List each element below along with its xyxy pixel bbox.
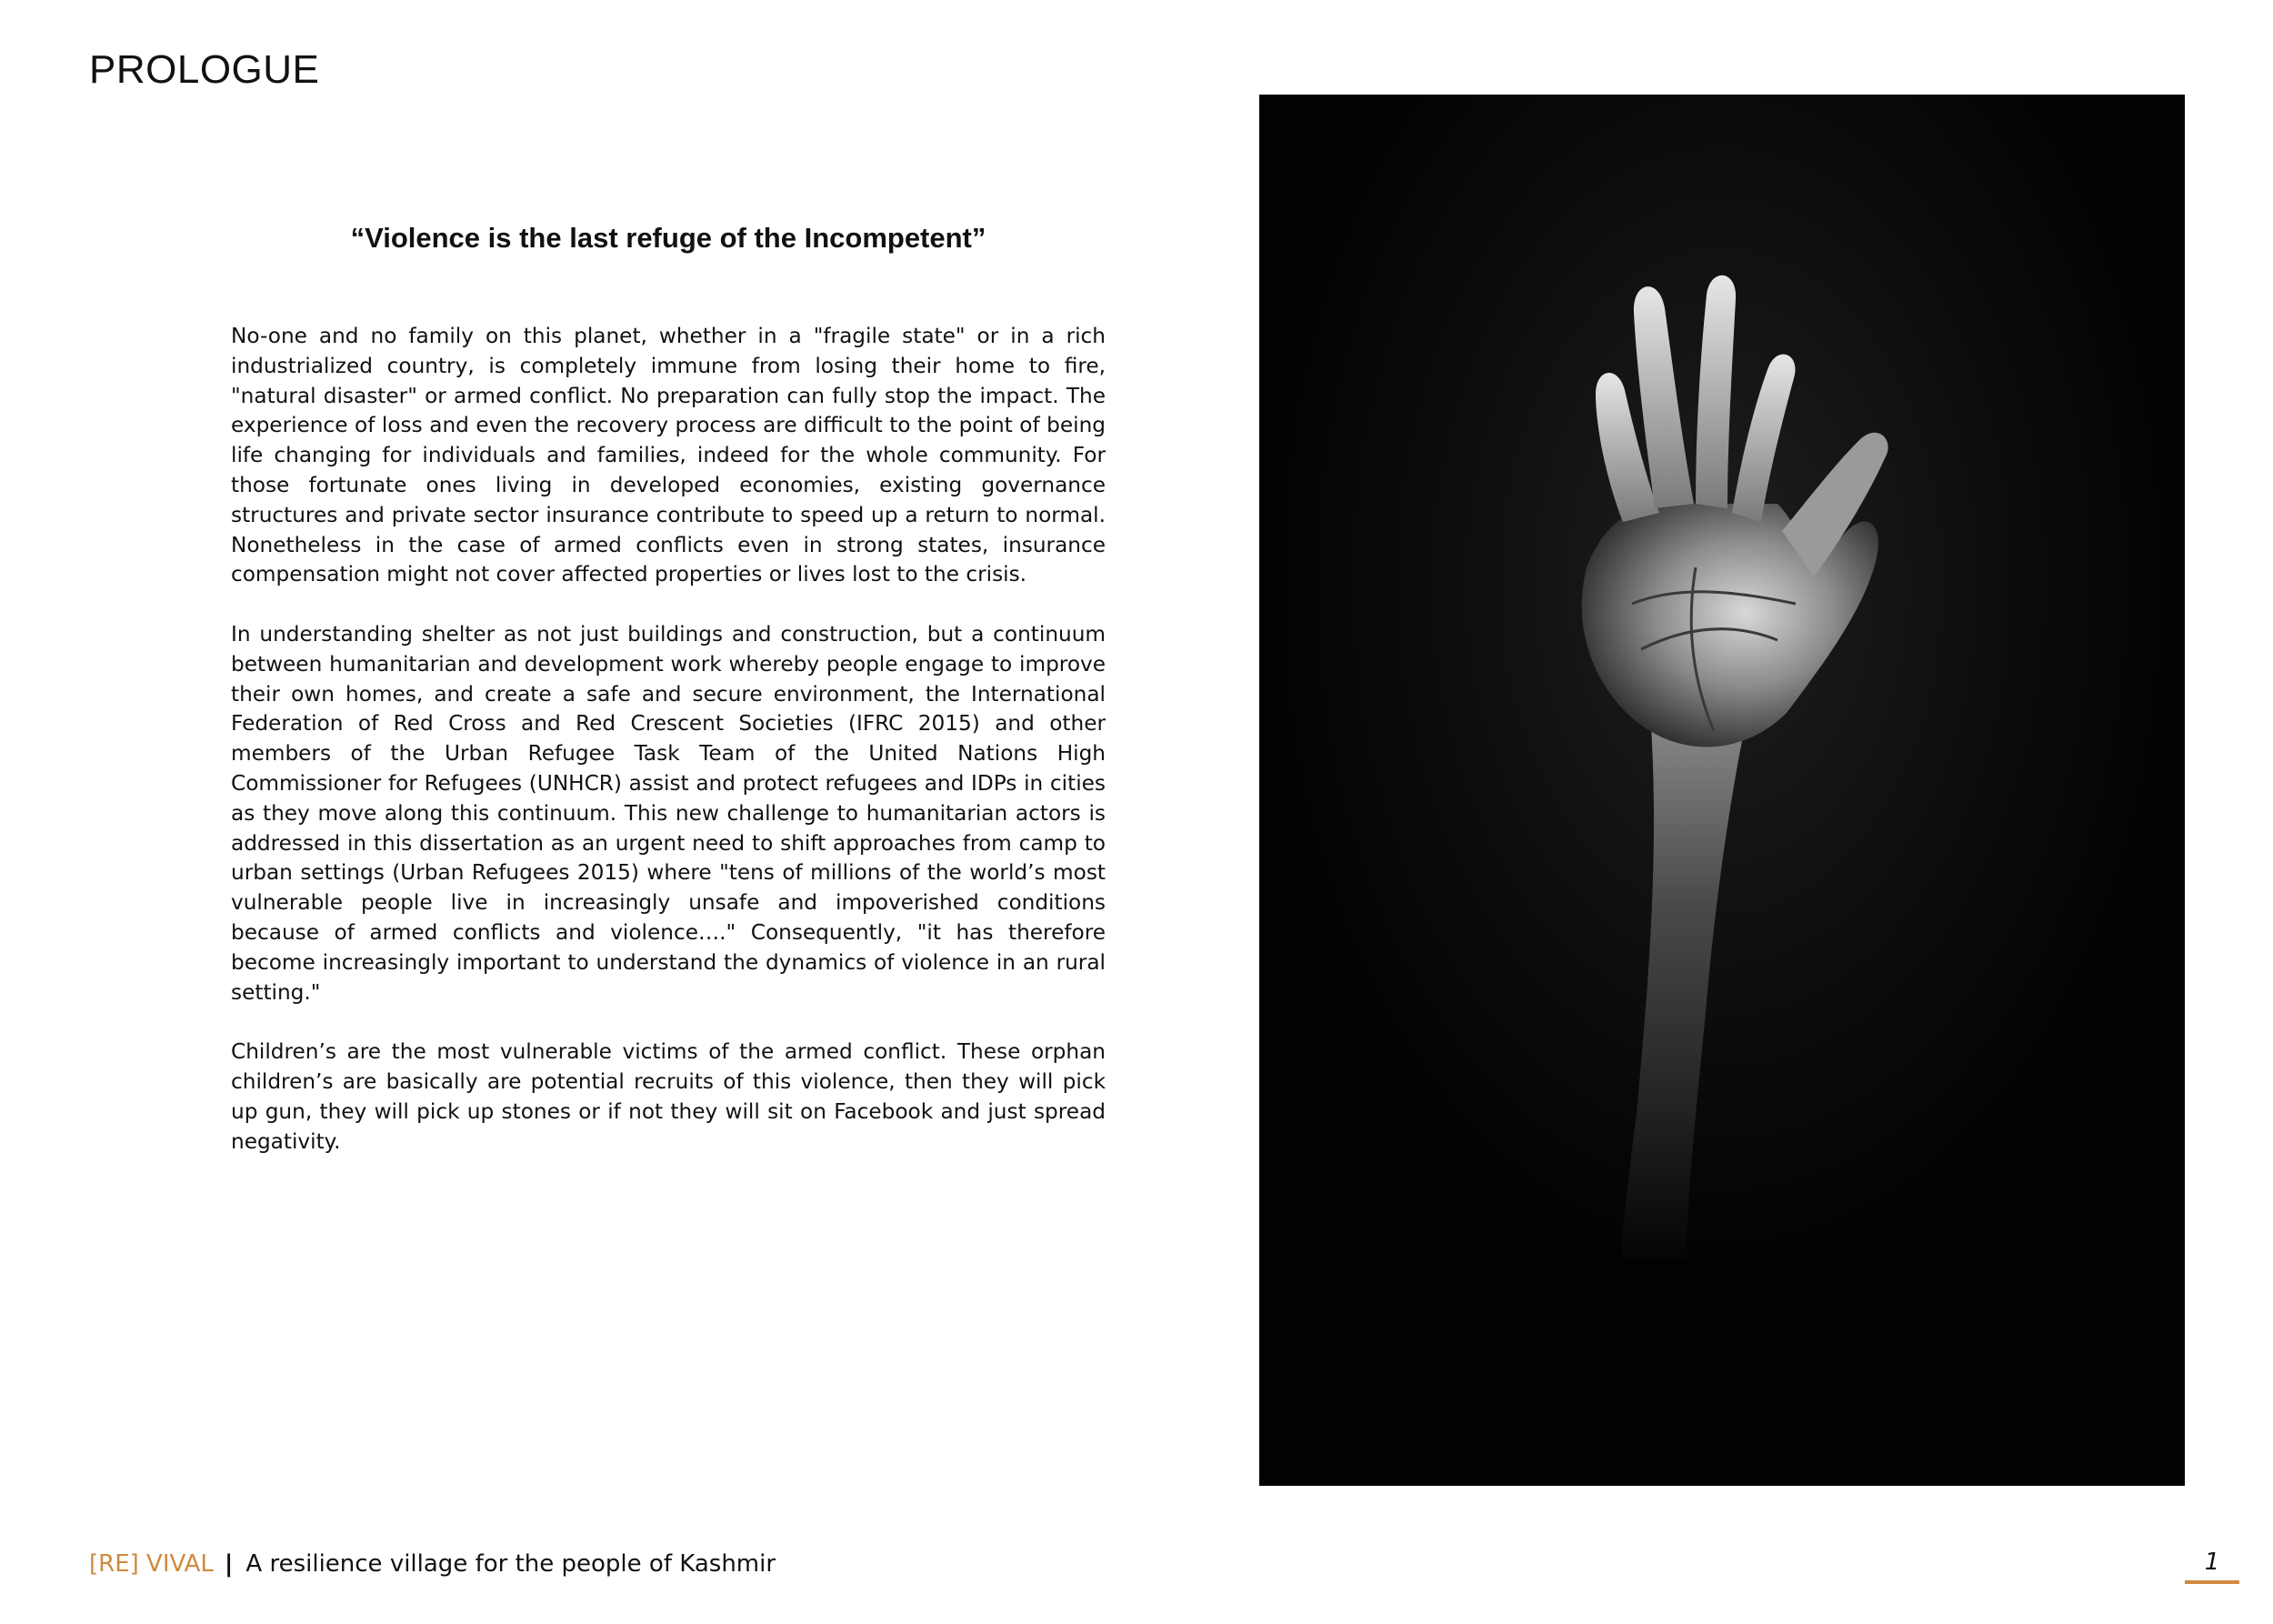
footer-subtitle: A resilience village for the people of Kashmir <box>245 1550 776 1578</box>
hand-illustration <box>1259 95 2185 1486</box>
raised-hand-photo <box>1259 95 2185 1486</box>
paragraph: Children’s are the most vulnerable victims of the armed conflict. These orphan children’s are basically are potential recruits of this violence, then they will pick up gun, they will pick up stones or if not they will sit on Facebook and just spread negativity. <box>231 1039 1106 1154</box>
page-title: PROLOGUE <box>89 47 320 92</box>
page-number: 1 <box>2204 1549 2220 1576</box>
footer <box>89 1550 776 1578</box>
paragraph: In understanding shelter as not just buildings and construction, but a continuum between humanitarian and development work whereby people engage to improve their own homes, and create a safe and secure environment, the International Federation of Red Cross and Red Crescent Societies (IFRC 2015) and other members of the Urban Refugee Task Team of the United Nations High Commissioner for Refugees (UNHCR) assist and protect refugees and IDPs in cities as they move along this continuum. This new challenge to humanitarian actors is addressed in this dissertation as an urgent need to shift approaches from camp to urban settings (Urban Refugees 2015) where "tens of millions of the world’s most vulnerable people live in increasingly unsafe and impoverished conditions because of armed conflicts and violence…." Consequently, "it has therefore become increasingly important to understand the dynamics of violence in an rural setting." <box>231 621 1106 1005</box>
paragraph: No-one and no family on this planet, whether in a "fragile state" or in a rich industrialized country, is completely immune from losing their home to fire, "natural disaster" or armed conflict. No preparation can fully stop the impact. The experience of loss and even the recovery process are difficult to the point of being life changing for individuals and families, indeed for the whole community. For those fortunate ones living in developed economies, existing governance structures and private sector insurance contribute to speed up a return to normal. Nonetheless in the case of armed conflicts even in strong states, insurance compensation might not cover affected properties or lives lost to the crisis. <box>231 324 1106 587</box>
body-text <box>231 322 1106 1187</box>
epigraph-quote: “Violence is the last refuge of the Incompetent” <box>350 222 986 254</box>
footer-separator: | <box>224 1550 234 1578</box>
page-number-underline <box>2185 1580 2239 1584</box>
footer-brand: [RE] VIVAL <box>89 1550 214 1578</box>
